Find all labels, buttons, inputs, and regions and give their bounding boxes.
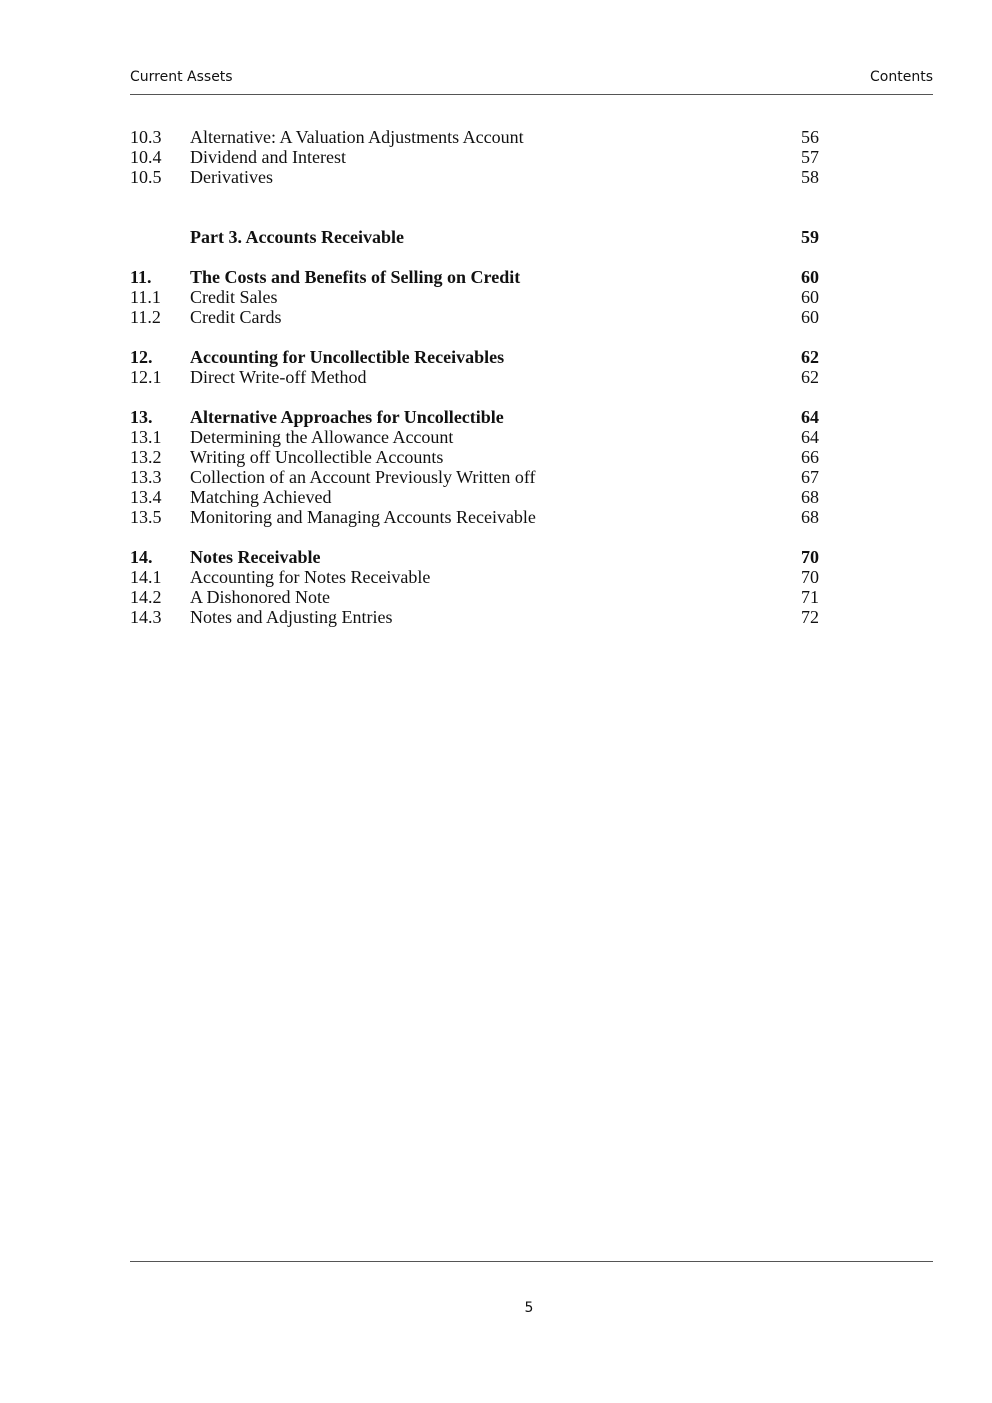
toc-chapter-13[interactable] bbox=[130, 407, 830, 427]
toc-entry-number: 14.3 bbox=[130, 607, 162, 627]
toc-entry-number: 10.4 bbox=[130, 147, 162, 167]
toc-entry-page: 66 bbox=[801, 447, 819, 467]
toc-chapter-14[interactable] bbox=[130, 547, 830, 567]
toc-entry-page: 70 bbox=[801, 567, 819, 587]
toc-entry-10-4[interactable] bbox=[130, 147, 830, 167]
toc-chapter-title: Notes Receivable bbox=[190, 547, 321, 567]
spacer bbox=[130, 247, 830, 267]
toc-entry-12-1[interactable] bbox=[130, 367, 830, 387]
toc-entry-title: Derivatives bbox=[190, 167, 273, 187]
toc-chapter-number: 12. bbox=[130, 347, 153, 367]
spacer bbox=[130, 527, 830, 547]
toc-chapter-12[interactable] bbox=[130, 347, 830, 367]
toc-entry-14-2[interactable] bbox=[130, 587, 830, 607]
toc-entry-10-3[interactable] bbox=[130, 127, 830, 147]
toc-entry-13-4[interactable] bbox=[130, 487, 830, 507]
toc-entry-title: Determining the Allowance Account bbox=[190, 427, 454, 447]
spacer bbox=[130, 387, 830, 407]
toc-entry-number: 14.2 bbox=[130, 587, 162, 607]
toc-entry-page: 56 bbox=[801, 127, 819, 147]
toc-chapter-page: 62 bbox=[801, 347, 819, 367]
toc-entry-number: 13.2 bbox=[130, 447, 162, 467]
footer-rule bbox=[130, 1261, 933, 1262]
spacer bbox=[130, 327, 830, 347]
toc-entry-13-2[interactable] bbox=[130, 447, 830, 467]
toc-entry-title: A Dishonored Note bbox=[190, 587, 330, 607]
toc-entry-page: 68 bbox=[801, 507, 819, 527]
toc-chapter-title: Accounting for Uncollectible Receivables bbox=[190, 347, 505, 367]
toc-entry-number: 11.1 bbox=[130, 287, 161, 307]
toc-chapter-title: Alternative Approaches for Uncollectible bbox=[190, 407, 504, 427]
toc-chapter-number: 13. bbox=[130, 407, 153, 427]
toc-entry-14-3[interactable] bbox=[130, 607, 830, 627]
toc-entry-13-1[interactable] bbox=[130, 427, 830, 447]
toc-chapter-title: The Costs and Benefits of Selling on Credit bbox=[190, 267, 521, 287]
toc-chapter-page: 60 bbox=[801, 267, 819, 287]
toc-entry-number: 14.1 bbox=[130, 567, 162, 587]
toc-chapter-number: 11. bbox=[130, 267, 152, 287]
toc-entry-10-5[interactable] bbox=[130, 167, 830, 187]
toc-entry-number: 13.4 bbox=[130, 487, 162, 507]
toc-entry-title: Accounting for Notes Receivable bbox=[190, 567, 431, 587]
header-section-title: Current Assets bbox=[130, 69, 233, 85]
toc-entry-number: 13.5 bbox=[130, 507, 162, 527]
toc-entry-title: Alternative: A Valuation Adjustments Account bbox=[190, 127, 524, 147]
toc-entry-number: 12.1 bbox=[130, 367, 162, 387]
spacer bbox=[130, 187, 830, 227]
toc-entry-13-5[interactable] bbox=[130, 507, 830, 527]
toc-entry-title: Notes and Adjusting Entries bbox=[190, 607, 393, 627]
toc-entry-page: 67 bbox=[801, 467, 819, 487]
toc-entry-14-1[interactable] bbox=[130, 567, 830, 587]
toc-entry-13-3[interactable] bbox=[130, 467, 830, 487]
toc-entry-11-2[interactable] bbox=[130, 307, 830, 327]
toc-entry-number: 13.1 bbox=[130, 427, 162, 447]
toc-chapter-number: 14. bbox=[130, 547, 153, 567]
toc-entry-page: 57 bbox=[801, 147, 819, 167]
running-header bbox=[130, 66, 933, 88]
toc-entry-number: 10.5 bbox=[130, 167, 162, 187]
toc-entry-page: 58 bbox=[801, 167, 819, 187]
header-contents-label: Contents bbox=[870, 69, 933, 85]
toc-entry-title: Credit Cards bbox=[190, 307, 282, 327]
toc-entry-page: 62 bbox=[801, 367, 819, 387]
toc-entry-page: 64 bbox=[801, 427, 819, 447]
toc-entry-page: 60 bbox=[801, 287, 819, 307]
toc-entry-page: 72 bbox=[801, 607, 819, 627]
toc-entry-number: 13.3 bbox=[130, 467, 162, 487]
toc-part-3-heading[interactable] bbox=[130, 227, 830, 247]
toc-entry-number: 10.3 bbox=[130, 127, 162, 147]
header-rule bbox=[130, 94, 933, 95]
toc-entry-title: Collection of an Account Previously Written off bbox=[190, 467, 536, 487]
toc-entry-title: Direct Write-off Method bbox=[190, 367, 367, 387]
toc-entry-11-1[interactable] bbox=[130, 287, 830, 307]
toc-entry-page: 68 bbox=[801, 487, 819, 507]
toc-part-title: Part 3. Accounts Receivable bbox=[190, 227, 404, 247]
toc-entry-title: Monitoring and Managing Accounts Receivable bbox=[190, 507, 536, 527]
toc-entry-title: Writing off Uncollectible Accounts bbox=[190, 447, 444, 467]
toc-entry-page: 60 bbox=[801, 307, 819, 327]
toc-entry-page: 71 bbox=[801, 587, 819, 607]
page-number: 5 bbox=[524, 1300, 534, 1316]
toc-chapter-11[interactable] bbox=[130, 267, 830, 287]
toc-chapter-page: 70 bbox=[801, 547, 819, 567]
toc-entry-title: Dividend and Interest bbox=[190, 147, 346, 167]
toc-chapter-page: 64 bbox=[801, 407, 819, 427]
toc-entry-number: 11.2 bbox=[130, 307, 161, 327]
table-of-contents bbox=[130, 127, 830, 627]
toc-entry-title: Credit Sales bbox=[190, 287, 278, 307]
toc-part-page: 59 bbox=[801, 227, 819, 247]
toc-entry-title: Matching Achieved bbox=[190, 487, 332, 507]
